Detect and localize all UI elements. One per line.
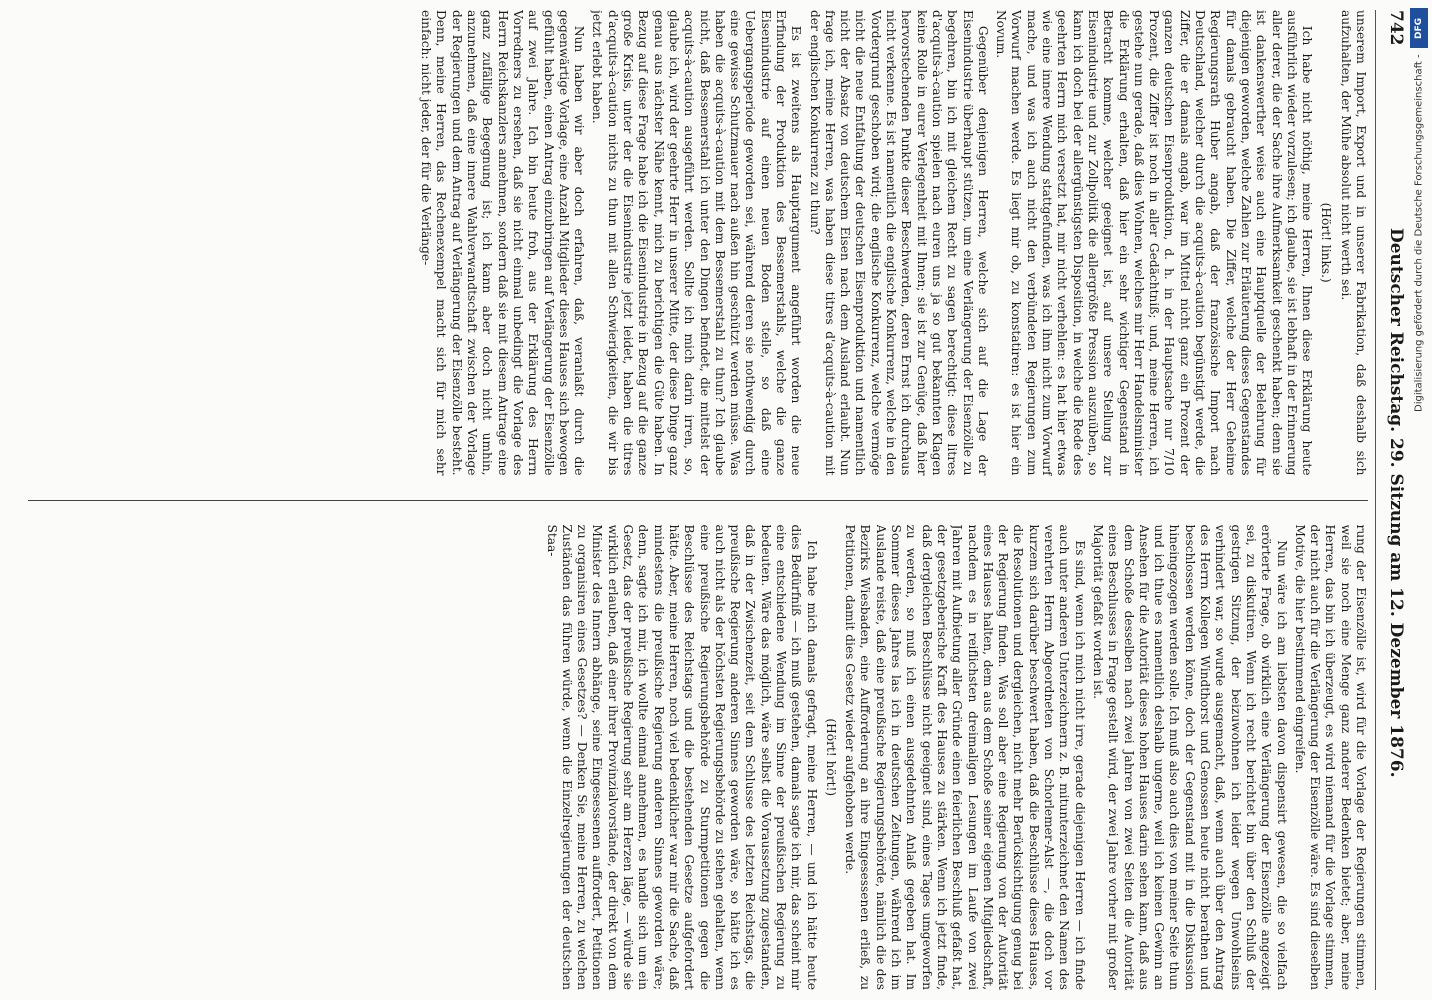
paragraph: Ich habe mich damals gefragt, meine Herren, — und ich hätte heute dies Bedürfniß — ich muß gestehen, damals sagte ich mir, das scheint mir eine entschiedene Wendung im Sinne der preußischen Regierung zu bedeuten. Wäre das möglich, wäre selbst die Voraussetzung zugestanden, daß in der Zwischenzeit, seit dem Schlusse des letzten Reichstags, die preußische Regierung anderen Sinnes geworden wäre, so hätte ich es auch nicht als der höchsten Regierungsbehörde zu stehen gehalten, wenn eine preußische Regierungsbehörde zu Sturmpetitionen gegen die Beschlüsse des Reichstags und die bestehenden Gesetze aufgefordert hätte. Aber, meine Herren, noch viel bedenklicher war mir die Sache, daß mindestens die preußische Regierung anderen Sinnes geworden wäre; denn, sagte ich mir, ich wollte einmal annehmen, es handle sich um ein Gesetz, das der preußische Regierung sehr am Herzen läge, — würde sie wirklich erlauben, daß einer ihrer Provinzialvorstände, der direkt von dem Minister des Innern abhänge, seine Eingesessenen auffordert, Petitionen zu organisiren eines Gesetzes? — Denken Sie, meine Herren, zu welchen Zuständen das führen würde, wenn die Einzelregierungen der deutschen Staa- [544, 524, 819, 990]
paragraph: Nun wäre ich am liebsten davon dispensirt gewesen, die so vielfach erörterte Frage, ob wirklich eine Verlängerung der Eisenzölle angezeigt sei, zu diskutiren. Wenn ich recht berichtet bin über den Schluß der gestrigen Sitzung, der beizuwohnen ich leider wegen Unwohlseins verhindert war, so wurde ausgemacht, daß, wenn auch über den Antrag des Herrn Kollegen Windthorst und Genossen heute nicht berathen und beschlossen werden könne, doch der Gegenstand mit in die Diskussion hineingezogen werden solle. Ich muß also auch dies von meiner Seite thun und ich thue es namentlich deshalb ungerne, weil ich keinen Gewinn an Ansehen für die Autorität dieses hohen Hauses darin sehen kann, daß aus dem Schoße desselben nach zwei Jahren von zwei Seiten die Autorität eines Beschlusses in Frage gestellt wird, der zwei Jahre vorher mit großer Majorität gefaßt worden ist. [1090, 524, 1289, 990]
paragraph: Ich habe nicht nöthig, meine Herren, Ihnen diese Erklärung heute ausführlich wieder vorzulesen; ich glaube, sie ist lebhaft in der Erinnerung aller derer, die der Sache ihre Aufmerksamkeit geschenkt haben; denn sie ist dankenswerther weise auch eine Hauptquelle der Belehrung für diejenigen geworden, welche Zahlen zur Erläuterung dieses Gegenstandes für damals gebraucht haben. Die Ziffer, welche der Herr Geheime Regierungsrath Huber angab, daß der französische Import nach Deutschland, welcher durch die acquits-à-caution begünstigt werde, die Ziffer, die er damals angab, war im Mittel nicht ganz ein Prozent der ganzen deutschen Eisenproduktion, d. h. in der Hauptsache nur 7/10 Prozent, die Ziffer ist noch in aller Gedächtniß; und, meine Herren, ich gestehe nun gerade, daß dies Wohnen, welches mir Herr Handelsminister die Erklärung erhalten, daß hier ein sehr wichtiger Gegenstand in Betracht komme, welcher geeignet ist, auf unsere Stellung zur Eisenindustrie und zur Zollpolitik die allergrößte Pression auszuüben, so kann ich doch bei der allergünstigsten Disposition, in welche die Rede des geehrten Herrn mich versetzt hat, mir nicht verhehlen: es hat hier etwas wie eine innere Wendung stattgefunden, was ich ihm nicht zum Vorwurf mache, und was ich auch nicht den verbündeten Regierungen zum Vorwurf machen werde. Es liegt mir ob, zu konstatiren: es ist hier ein Novum. [994, 10, 1315, 476]
paragraph: Gegenüber denjenigen Herren, welche sich auf die Lage der Eisenindustrie überhaupt stützen, um eine Verlängerung der Eisenzölle zu begehren, bin ich mit gleichem Recht zu sagen berechtigt: diese litres d'acquits-à-caution spielen nach euren uns ja so gut bekannten Klagen keine Rolle in eurer Verlegenheit mit Ihnen; sie ist zur Genüge, daß hier hervorstechenden Punkte dieser Beschwerden, deren Ernst ich durchaus nicht verkenne. Es ist namentlich die englische Konkurrenz, welche in den Vordergrund geschoben wird; die englische Konkurrenz, welche vermöge nicht die neue Entfaltung der deutschen Eisenproduktion und namentlich nicht der Absatz von deutschem Eisen nach dem Ausland erlaubt. Nun frage ich, meine Herren, was haben diese titres d'acquits-à-caution mit der englischen Konkurrenz zu thun? [807, 10, 990, 476]
right-column [28, 525, 1368, 991]
digitization-sidebar [1410, 8, 1428, 992]
running-title: Deutscher Reichstag. 29. Sitzung am 12. Dezember 1876. [1386, 227, 1406, 778]
dfg-logo: DFG [1410, 8, 1428, 48]
page-content-rotated [16, 10, 1416, 990]
left-column [28, 10, 1368, 476]
digitization-note: Digitalisierung gefördert durch die Deutsche Forschungsgemeinschaft - [1413, 54, 1425, 412]
paragraph: unserem Import, Export und in unserer Fabrikation, daß deshalb sich aufzuhalten, der Mühe absolut nicht werth sei. [1338, 10, 1368, 476]
two-column-body [28, 10, 1368, 990]
paragraph: rung der Eisenzölle ist, wird für die Vorlage der Regierungen stimmen, weil sie noch eine Menge ganz anderer Bedenken bietet; aber, meine Herren, das bin ich überzeugt, es wird niemand für die Vorlage stimmen, der nicht auch für die Verlängerung der Eisenzölle wäre. Es sind dieselben Motive, die hier bestimmend eingreifen. [1292, 524, 1368, 990]
paragraph: Es ist zweitens als Hauptargument angeführt worden die neue Erfindung der Produktion des Bessemerstahls, welche die ganze Eisenindustrie auf einen neuen Boden stelle, so daß eine Uebergangsperiode geworden sei, während deren sie nothwendig durch eine gewisse Schutzmauer nach außen hin geschützt werden müsse. Was haben die acquits-à-caution mit dem Bessemerstahl zu thun? Ich glaube nicht, daß Bessemerstahl ich unter den Dingen befindet, die mittelst der acquits-à-caution ausgeführt werden. Sollte ich mich darin irren, so, glaube ich, wird der geehrte Herr in unserer Mitte, der diese Dinge ganz genau aus nächster Nähe kennt, mich zu berichtigen die Güte haben. In Bezug auf diese Frage habe ich die Eisenindustrie in Bezug auf die ganze große Krisis, unter der die Eisenindustrie jetzt leidet, haben die titres d'acquits-à-caution nichts zu thun mit allen Schwierigkeiten, die wir bis jetzt erlebt haben. [590, 10, 804, 476]
column-divider [28, 500, 1368, 501]
interjection: (Hört! hört!) [823, 718, 838, 797]
interjection: (Hört! links.) [1319, 202, 1334, 283]
paragraph: Nun haben wir aber doch erfahren, daß, veranlaßt durch die gegenwärtige Vorlage, eine Anzahl Mitglieder dieses Hauses sich bewogen gefühlt haben, einen Antrag einzubringen auf Verlängerung der Eisenzölle auf zwei Jahre. Ich bin heute froh, aus der Erklärung des Herrn Vorredners zu ersehen, daß sie nicht einmal unbedingt die Vorlage des Herrn Reichskanzlers annehmen, sondern daß sie mit diesem Antrage eine ganz zufällige Begegnung ist; ich kann aber doch nicht umhin, anzunehmen, daß eine innere Wahlverwandtschaft zwischen der Vorlage der Regierungen und dem Antrag auf Verlängerung der Eisenzölle besteht. Denn, meine Herren, das Rechenexempel macht sich für mich sehr einfach: nicht jeder, der für die Verlänge- [419, 10, 587, 476]
paragraph: Es sind, wenn ich mich nicht irre, gerade diejenigen Herren — ich finde auch unter anderen Unterzeichnern z. B. mitunterzeichnet den Namen des verehrten Herrn Abgeordneten von Schorlemer-Alst —, die doch vor kurzem sich darüber beschwert haben, daß die Beschlüsse dieses Hauses, die Resolutionen und dergleichen, nicht mehr Berücksichtigung genug bei der Regierung finden. Was soll aber eine Regierung von der Autorität eines Hauses halten, dem aus dem Schoße seiner eigenen Mitgliedschaft, nachdem es in reiflichsten dreimaligen Lesungen im Laufe von zwei Jahren mit Aufbietung aller Gründe einen feierlichen Beschluß gefaßt hat, der gesetzgeberische Kraft des Hauses zu stärken. Wenn ich jetzt finde, daß dergleichen Beschlüsse nicht geeignet sind, eines Tages umgeworfen zu werden, so muß ich einen ausgedehnten Anlaß gegeben hat. Im Sommer dieses Jahres las ich in deutschen Zeitungen, während ich im Auslande reiste, daß eine preußische Regierungsbehörde, nämlich die des Bezirks Wiesbaden, eine Aufforderung an ihre Eingesessenen erließ, zu Petitionen, damit dies Gesetz wieder aufgehoben werde. [843, 524, 1087, 990]
page-number: 742 [1386, 10, 1406, 46]
